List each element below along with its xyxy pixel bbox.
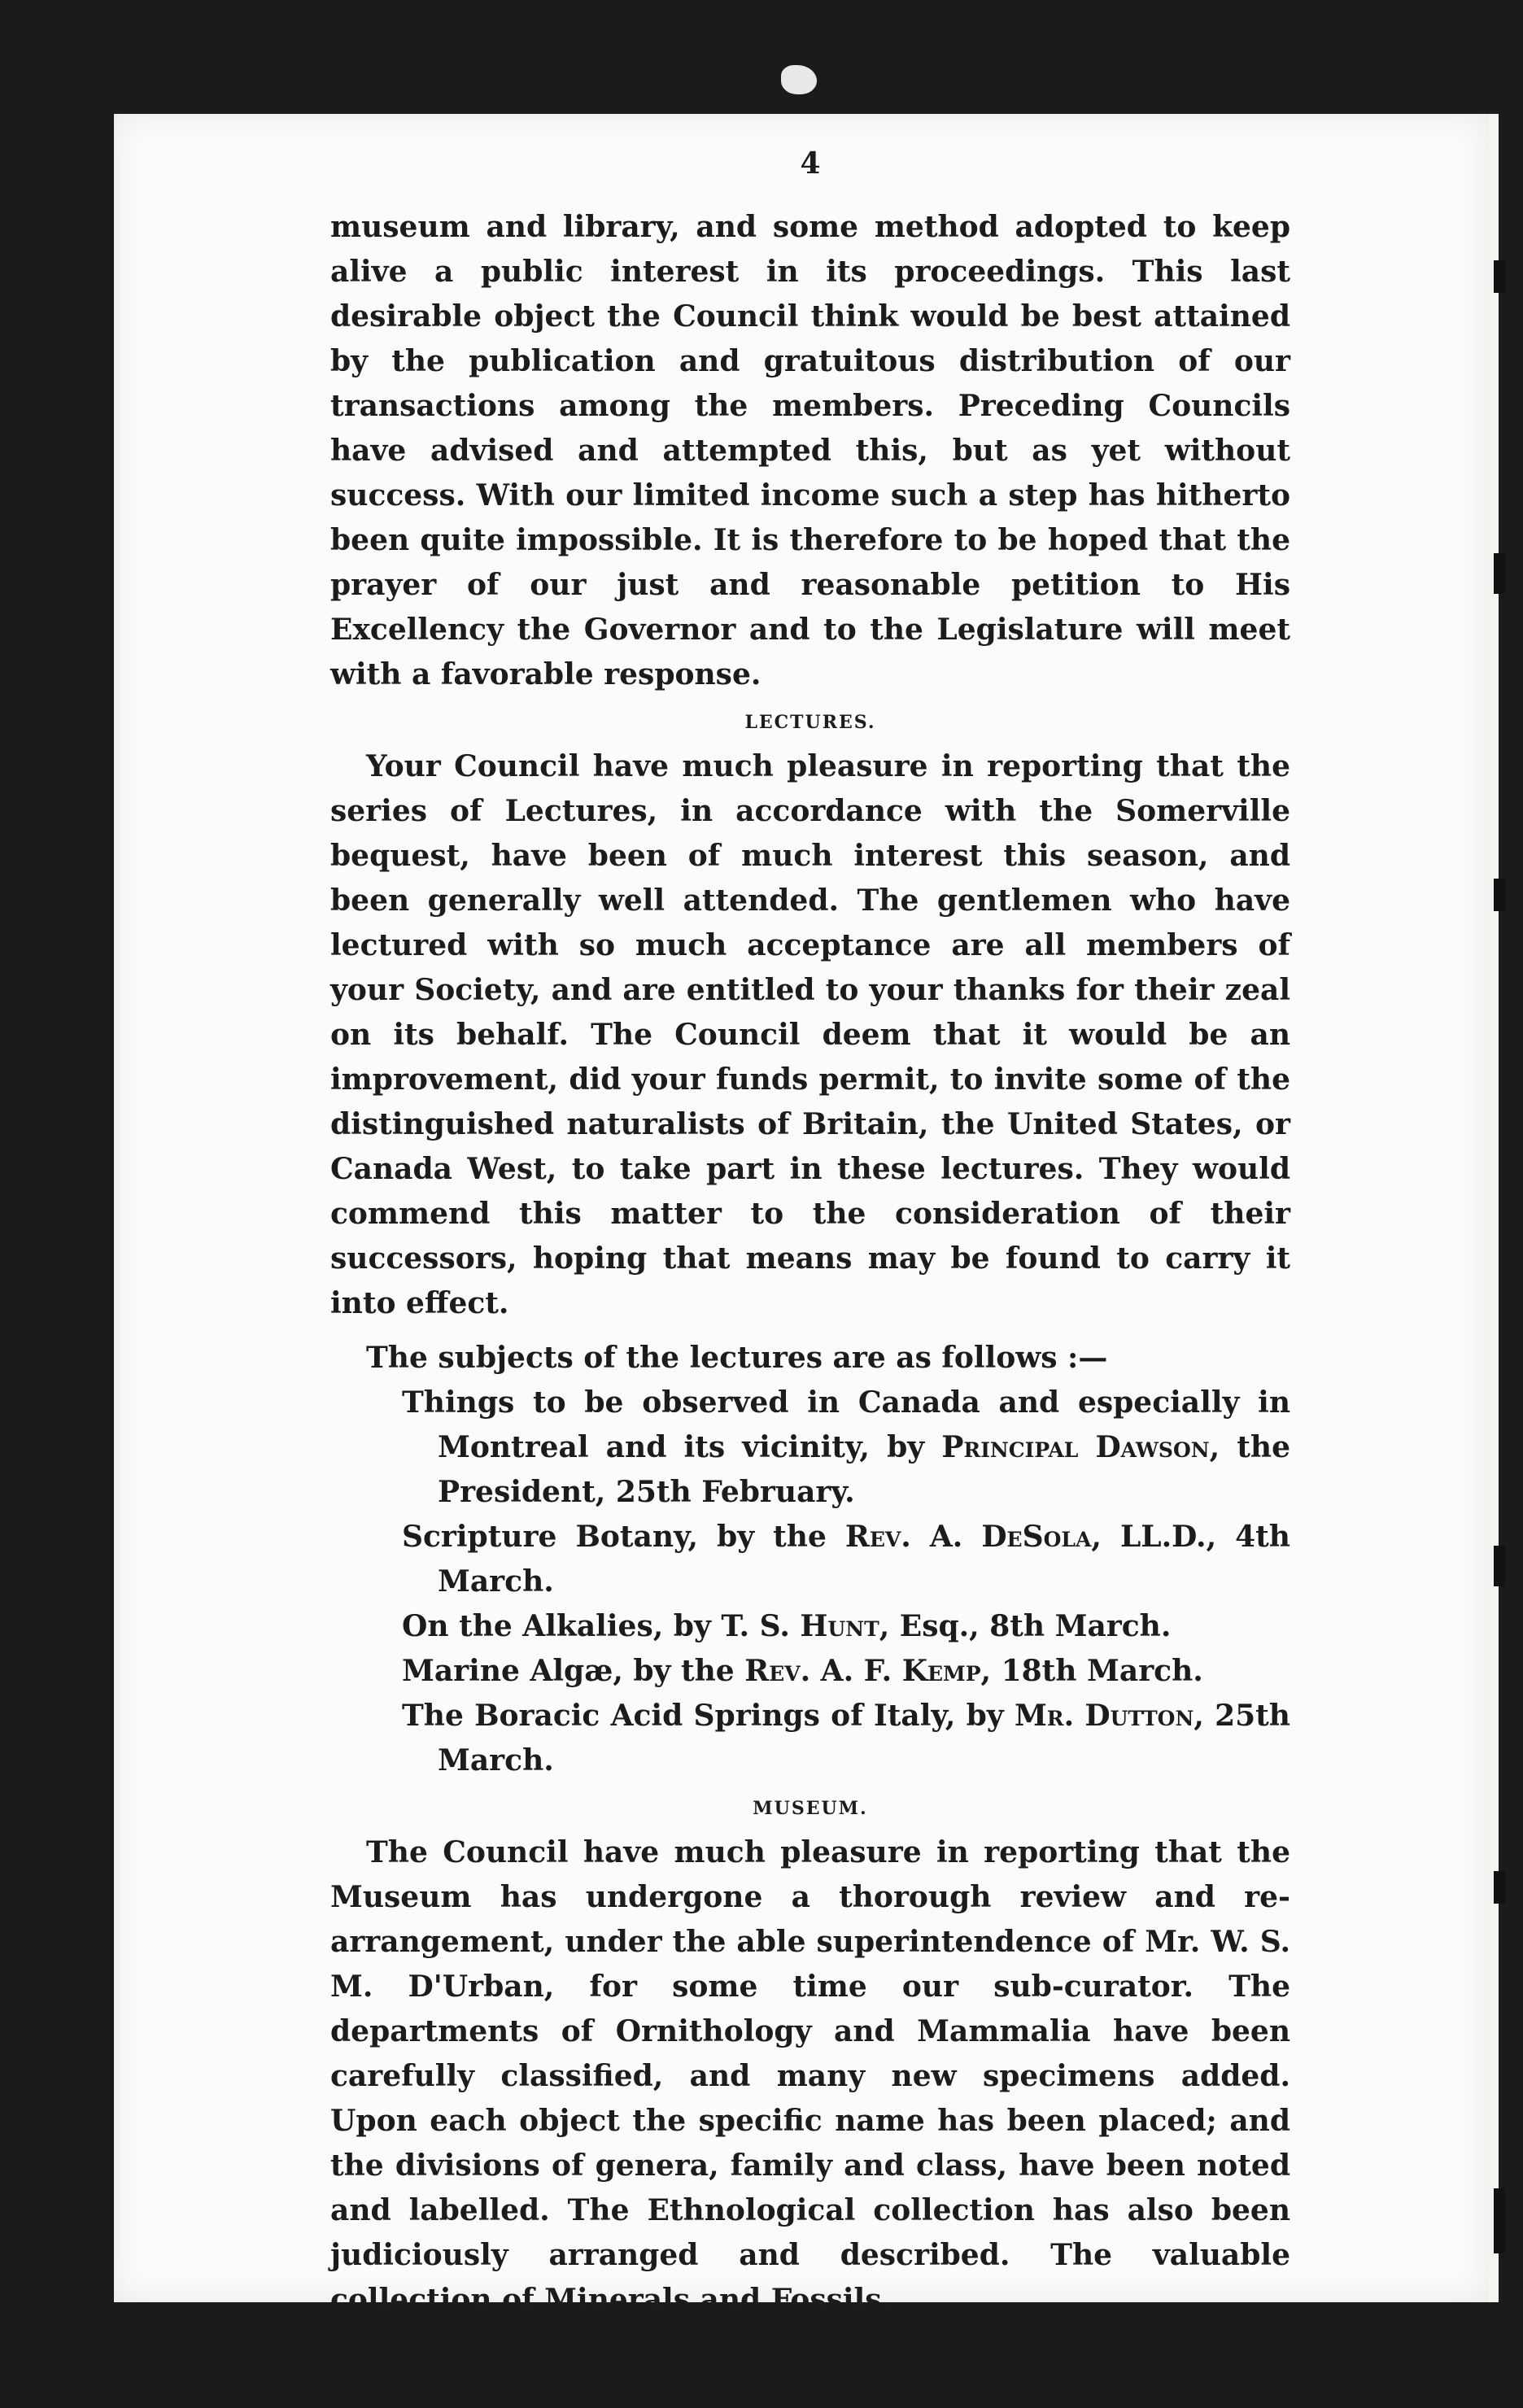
binding-mark (1494, 553, 1505, 594)
lecturer-name: Principal Dawson (941, 1430, 1210, 1464)
binding-mark (1494, 1871, 1505, 1904)
lecture-item (402, 1515, 1290, 1604)
lecture-text: On the Alkalies, by T. S. (402, 1609, 801, 1643)
lecture-item (402, 1694, 1290, 1783)
lecture-item (402, 1381, 1290, 1515)
lecturer-name: Rev. A. F. Kemp (744, 1654, 981, 1688)
lecture-text: The Boracic Acid Springs of Italy, by (402, 1699, 1015, 1733)
binding-mark (1494, 260, 1505, 293)
lecture-text: , LL.D., 4th March. (438, 1520, 1290, 1599)
binding-mark (1494, 2188, 1505, 2253)
lecture-text: , 25th March. (438, 1699, 1290, 1778)
lecture-text: Things to be observed in Canada and especially in Montreal and its vicinity, by (402, 1385, 1290, 1464)
lectures-subjects-intro: The subjects of the lectures are as follows :— (366, 1341, 1108, 1375)
page-number: 4 (800, 146, 821, 181)
lecturer-name: Rev. A. DeSola (844, 1520, 1092, 1554)
page-text (330, 146, 1290, 2323)
lectures-paragraph: Your Council have much pleasure in reporting that the series of Lectures, in accordance with the Somerville bequest, have been of much interest this season, and been generally well attended. The gentlemen who have lectured with so much acceptance are all members of your Society, and are entitled to your thanks for their zeal on its behalf. The Council deem that it would be an improvement, did your funds permit, to invite some of the distinguished naturalists of Britain, the United States, or Canada West, to take part in these lectures. They would commend this matter to the consideration of their successors, hoping that means may be found to carry it into effect. (330, 749, 1290, 1320)
binding-mark (1494, 879, 1505, 911)
paper-blemish (781, 65, 817, 94)
lecturer-name: Mr. Dutton (1014, 1699, 1194, 1733)
lecture-item (402, 1604, 1290, 1649)
page-edge (1489, 114, 1499, 2302)
lecture-text: Marine Algæ, by the (402, 1654, 745, 1688)
lecture-text: Scripture Botany, by the (402, 1520, 845, 1554)
binding-mark (1494, 1546, 1505, 1586)
lecture-text: , 18th March. (980, 1654, 1203, 1688)
lecture-text: , the President, 25th February. (438, 1430, 1290, 1509)
lecturer-name: Hunt (800, 1609, 879, 1643)
intro-paragraph: museum and library, and some method adopted to keep alive a public interest in its proceedings. This last desirable object the Council think would be best attained by the publication and gratuitous distribution of our transactions among the members. Preceding Councils have advised and attempted this, but as yet without success. With our limited income such a step has hitherto been quite impossible. It is therefore to be hoped that the prayer of our just and reasonable petition to His Excellency the Governor and to the Legislature will meet with a favorable response. (330, 210, 1290, 691)
museum-paragraph: The Council have much pleasure in reporting that the Museum has undergone a thorough review and re-arrangement, under the able superintendence of Mr. W. S. M. D'Urban, for some time our sub-curator. The departments of Ornithology and Mammalia have been carefully classified, and many new specimens added. Upon each object the specific name has been placed; and the divisions of genera, family and class, have been noted and labelled. The Ethnological collection has also been judiciously arranged and described. The valuable collection of Minerals and Fossils, (330, 1835, 1290, 2317)
lecture-item (402, 1649, 1290, 1694)
lecture-text: , Esq., 8th March. (879, 1609, 1172, 1643)
museum-heading: MUSEUM. (753, 1798, 868, 1819)
lectures-heading: LECTURES. (744, 712, 876, 733)
